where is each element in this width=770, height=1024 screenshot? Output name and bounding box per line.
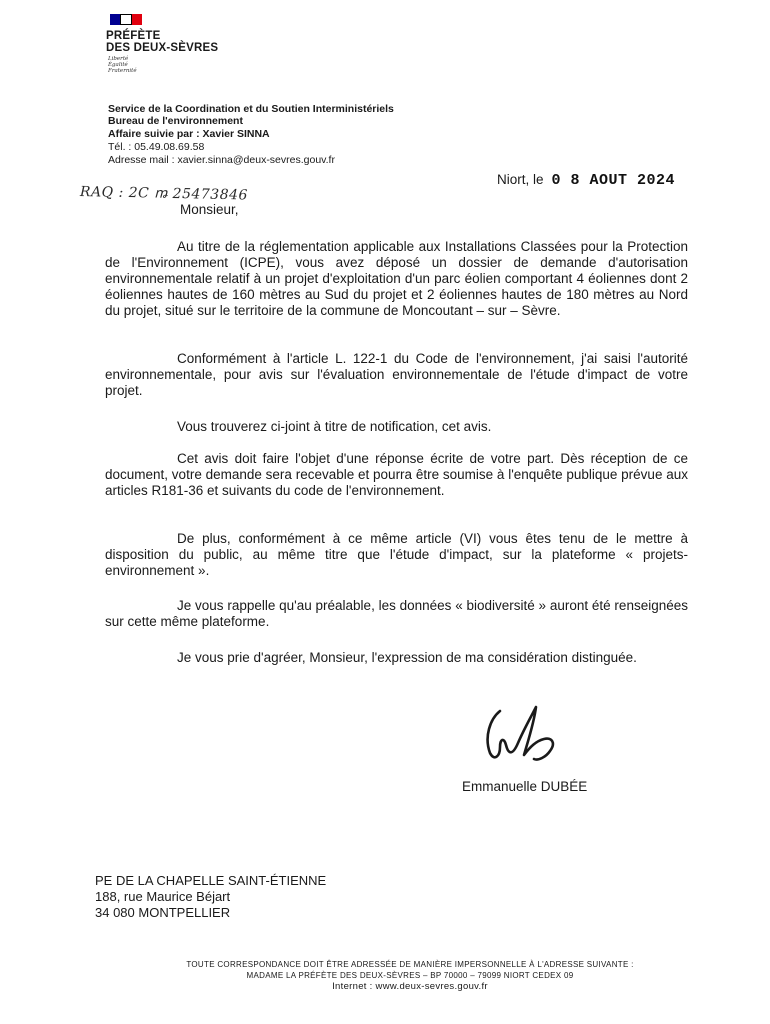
- flag-red-band: [132, 14, 142, 25]
- marianne-logo: [110, 14, 142, 25]
- handwritten-signature: [478, 697, 578, 767]
- flag-white-band: [120, 14, 132, 25]
- body-paragraph-3: Vous trouverez ci-joint à titre de notification, cet avis.: [177, 419, 492, 434]
- salutation: Monsieur,: [180, 202, 239, 217]
- service-name: Service de la Coordination et du Soutien Interministériels: [108, 103, 394, 115]
- flag-blue-band: [110, 14, 120, 25]
- footer-notice: TOUTE CORRESPONDANCE DOIT ÊTRE ADRESSÉE DE MANIÈRE IMPERSONNELLE À L'ADRESSE SUIVANTE :: [186, 960, 634, 969]
- date-place: Niort, le: [497, 172, 544, 187]
- service-bureau: Bureau de l'environnement: [108, 115, 243, 127]
- body-paragraph-5: De plus, conformément à ce même article (VI) vous êtes tenu de le mettre à disposition du public, au même titre que l'étude d'impact, sur la plateforme « projets-environnement ».: [105, 531, 688, 578]
- motto-fraternite: Fraternité: [108, 68, 137, 74]
- service-contact-person: Affaire suivie par : Xavier SINNA: [108, 128, 270, 140]
- body-paragraph-2: Conformément à l'article L. 122-1 du Code de l'environnement, j'ai saisi l'autorité environnementale, pour avis sur l'évaluation environnementale de l'étude d'impact de votre projet.: [105, 351, 688, 398]
- signatory-name: Emmanuelle DUBÉE: [462, 779, 588, 794]
- motto-liberte: Liberté: [108, 56, 129, 62]
- footer-postal-address: MADAME LA PRÉFÈTE DES DEUX-SÈVRES – BP 70000 – 79099 NIORT CEDEX 09: [246, 971, 574, 980]
- date-line: [497, 172, 675, 189]
- service-phone: Tél. : 05.49.08.69.58: [108, 141, 205, 153]
- recipient-line-2: 188, rue Maurice Béjart: [95, 889, 231, 904]
- body-paragraph-1: Au titre de la réglementation applicable aux Installations Classées pour la Protection de l'Environnement (ICPE), vous avez déposé un dossier de demande d'autorisation environnementale relatif à un projet d'exploitation d'un parc éolien comportant 4 éoliennes dont 2 éoliennes hautes de 160 mètres au Sud du projet et 2 éoliennes hautes de 180 mètres au Nord du projet, situé sur le territoire de la commune de Moncoutant – sur – Sèvre.: [105, 239, 688, 318]
- body-paragraph-4: Cet avis doit faire l'objet d'une réponse écrite de votre part. Dès réception de ce document, votre demande sera recevable et pourra être soumise à l'enquête publique prévue aux articles R181-36 et suivants du code de l'environnement.: [105, 451, 688, 498]
- body-paragraph-closing: Je vous prie d'agréer, Monsieur, l'expression de ma considération distinguée.: [177, 650, 637, 665]
- service-email: Adresse mail : xavier.sinna@deux-sevres.gouv.fr: [108, 154, 335, 166]
- recipient-line-1: PE DE LA CHAPELLE SAINT-ÉTIENNE: [95, 873, 327, 888]
- handwritten-reference: RAQ : 2C ꬺ 25473846: [79, 184, 249, 204]
- recipient-line-3: 34 080 MONTPELLIER: [95, 905, 231, 920]
- prefecture-name-line1: PRÉFÈTE: [106, 30, 161, 42]
- motto-egalite: Égalité: [108, 62, 128, 68]
- footer-website: Internet : www.deux-sevres.gouv.fr: [332, 981, 488, 992]
- prefecture-name-line2: DES DEUX-SÈVRES: [106, 42, 219, 54]
- body-paragraph-6: Je vous rappelle qu'au préalable, les données « biodiversité » auront été renseignées sur cette même plateforme.: [105, 598, 688, 629]
- date-stamp: 0 8 AOUT 2024: [551, 172, 676, 189]
